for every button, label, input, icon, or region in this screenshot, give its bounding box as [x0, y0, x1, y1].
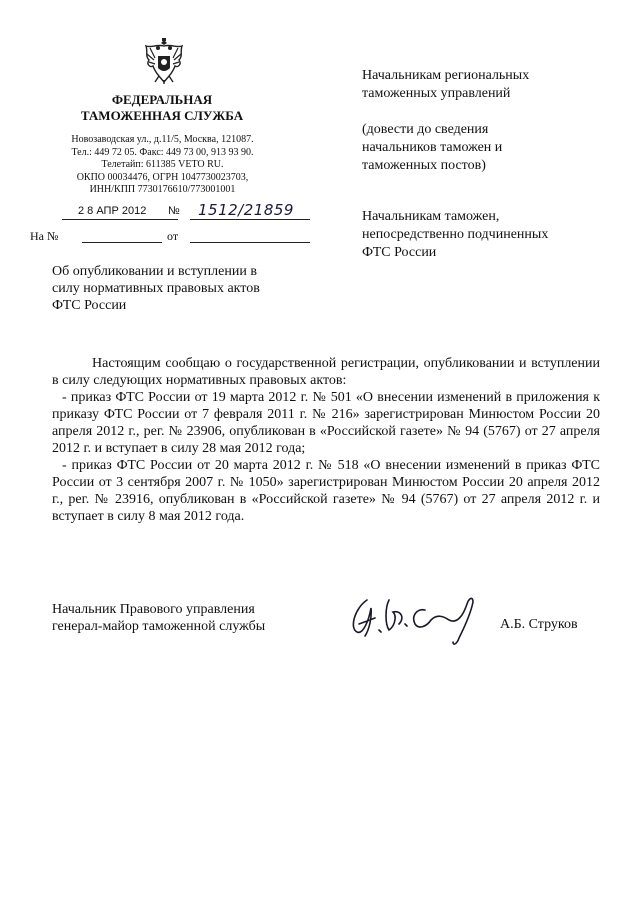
- addressee-line: Начальникам таможен,: [362, 209, 500, 224]
- reference-number-label: На №: [30, 229, 59, 243]
- addressee-line: таможенных постов): [362, 158, 486, 173]
- address-line: Новозаводская ул., д.11/5, Москва, 121087.: [71, 134, 254, 145]
- addressee-line: непосредственно подчиненных: [362, 227, 549, 242]
- addressee-line: начальников таможен и: [362, 140, 503, 155]
- letter-body: [52, 355, 600, 525]
- registration-number-handwritten: 1512/21859: [198, 201, 294, 219]
- subject-line-3: ФТС России: [52, 298, 127, 313]
- organization-requisites: [40, 134, 285, 197]
- reference-date-underline: [190, 242, 310, 243]
- addressee-line: таможенных управлений: [362, 86, 511, 101]
- number-underline: [190, 219, 310, 220]
- addressee-line: Начальникам региональных: [362, 68, 530, 83]
- reference-date-label: от: [167, 229, 179, 243]
- signatory-position: [52, 601, 332, 635]
- position-line-2: генерал-майор таможенной службы: [52, 619, 266, 634]
- addressee-customs: [362, 208, 602, 262]
- document-subject: [52, 263, 297, 314]
- org-line-1: ФЕДЕРАЛЬНАЯ: [111, 92, 213, 107]
- subject-line-1: Об опубликовании и вступлении в: [52, 264, 257, 279]
- handwritten-signature: [345, 590, 515, 650]
- organization-name: [62, 92, 262, 124]
- reference-line: [30, 229, 290, 245]
- subject-line-2: силу нормативных правовых актов: [52, 281, 260, 296]
- phone-line: Тел.: 449 72 05. Факс: 449 73 00, 913 93 90.: [71, 146, 254, 158]
- inn-line: ИНН/КПП 7730176610/773001001: [89, 184, 236, 195]
- registration-line: [30, 201, 294, 221]
- codes-line: ОКПО 00034476, ОГРН 1047730023703,: [76, 171, 249, 183]
- addressee-regional: [362, 67, 602, 103]
- body-item-1: - приказ ФТС России от 19 марта 2012 г. № 501 «О внесении изменений в приложения к приказу ФТС России от 7 февраля 2011 г. № 216» зарегистрирован Минюстом России 20 апреля 2012 г., рег. № 23906, опубликован в «Российской газете» № 94 (5767) от 27 апреля 2012 г. и вступает в силу 28 мая 2012 года;: [52, 390, 600, 456]
- addressee-note: [362, 121, 602, 175]
- signatory-name: А.Б. Струков: [500, 617, 578, 632]
- registration-date-stamp: 2 8 АПР 2012: [78, 205, 147, 217]
- date-underline: [62, 219, 178, 220]
- org-line-2: ТАМОЖЕННАЯ СЛУЖБА: [80, 108, 244, 123]
- body-intro-paragraph: Настоящим сообщаю о государственной регистрации, опубликовании и вступлении в силу следующих нормативных правовых актов:: [52, 356, 600, 388]
- addressee-line: ФТС России: [362, 245, 437, 260]
- addressee-line: (довести до сведения: [362, 122, 489, 137]
- teletype-line: Телетайп: 611385 VETO RU.: [101, 159, 224, 170]
- position-line-1: Начальник Правового управления: [52, 602, 255, 617]
- coat-of-arms-emblem: [141, 36, 187, 86]
- reference-underline: [82, 242, 162, 243]
- registration-number-label: №: [168, 205, 180, 217]
- body-item-2: - приказ ФТС России от 20 марта 2012 г. № 518 «О внесении изменений в приказ ФТС России от 3 сентября 2007 г. № 1050» зарегистрирован Минюстом России 20 апреля 2012 г., рег. № 23916, опубликован в «Российской газете» № 94 (5767) от 27 апреля 2012 г. и вступает в силу 8 мая 2012 года.: [52, 458, 600, 524]
